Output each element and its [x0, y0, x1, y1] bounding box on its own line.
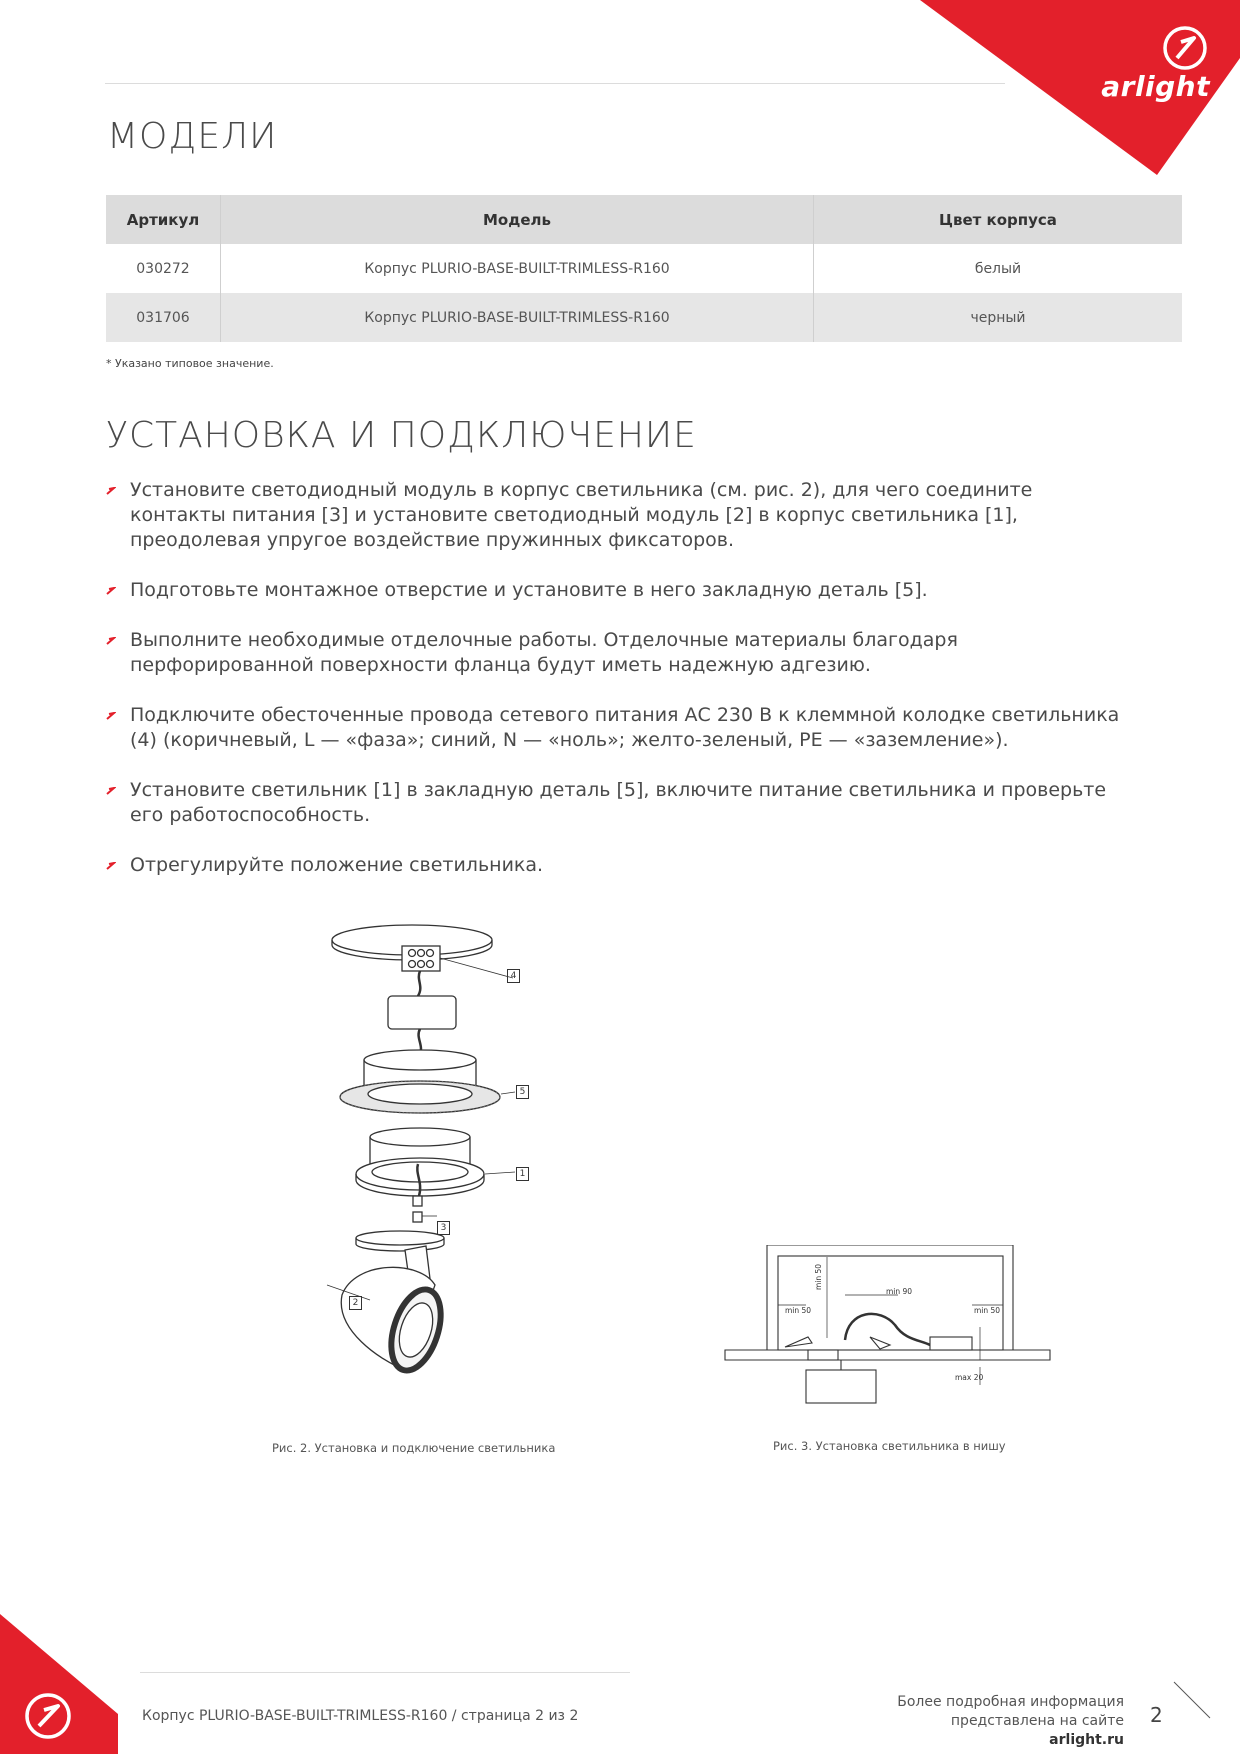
footer-info-line2: представлена на сайте [950, 1713, 1124, 1729]
table-footnote: * Указано типовое значение. [106, 357, 274, 370]
models-table [106, 195, 1182, 342]
callout-3: 3 [437, 1221, 450, 1235]
cell-color: черный [814, 293, 1183, 342]
list-item [106, 628, 1126, 678]
bullet-arrow-icon [106, 487, 116, 495]
step-text: Выполните необходимые отделочные работы. Отделочные материалы благодаря перфорированной поверхности фланца будут иметь надежную адгезию. [130, 629, 958, 676]
header-model: Модель [221, 195, 814, 244]
dim-min50-left: min 50 [785, 1306, 812, 1315]
dim-min90: min 90 [886, 1287, 913, 1296]
header-color: Цвет корпуса [814, 195, 1183, 244]
cell-model: Корпус PLURIO-BASE-BUILT-TRIMLESS-R160 [221, 293, 814, 342]
cell-article: 030272 [106, 244, 221, 293]
header-divider [105, 83, 1005, 84]
list-item [106, 578, 1126, 603]
bullet-arrow-icon [106, 637, 116, 645]
page-slash-decoration [1172, 1680, 1212, 1720]
step-text: Подготовьте монтажное отверстие и установите в него закладную деталь [5]. [130, 579, 928, 601]
bullet-arrow-icon [106, 712, 116, 720]
callout-4: 4 [507, 969, 520, 983]
header-article: Артикул [106, 195, 221, 244]
step-text: Подключите обесточенные провода сетевого питания АС 230 В к клеммной колодке светильника (4) (коричневый, L — «фаза»; синий, N — «ноль»; желто-зеленый, PE — «заземление»). [130, 704, 1120, 751]
callout-5: 5 [516, 1085, 529, 1099]
table-row [106, 244, 1182, 293]
fig2-caption: Рис. 2. Установка и подключение светильника [272, 1441, 556, 1455]
brand-corner [920, 0, 1240, 175]
dim-min50-vertical: min 50 [814, 1263, 823, 1290]
footer-info-line1: Более подробная информация [897, 1694, 1124, 1710]
footer-product-page: Корпус PLURIO-BASE-BUILT-TRIMLESS-R160 / страница 2 из 2 [142, 1708, 579, 1724]
callout-2: 2 [349, 1296, 362, 1310]
callout-1: 1 [516, 1167, 529, 1181]
brand-corner-bottom [0, 1614, 118, 1754]
list-item [106, 703, 1126, 753]
list-item [106, 778, 1126, 828]
bullet-arrow-icon [106, 787, 116, 795]
list-item [106, 853, 1126, 878]
step-text: Отрегулируйте положение светильника. [130, 854, 544, 876]
dim-min50-right: min 50 [974, 1306, 1001, 1315]
step-text: Установите светодиодный модуль в корпус светильника (см. рис. 2), для чего соедините контакты питания [3] и установите светодиодный модуль [2] в корпус светильника [1], преодолевая упругое воздействие пружинных фиксаторов. [130, 479, 1033, 551]
footer-site-link[interactable]: arlight.ru [1049, 1732, 1124, 1748]
fig3-niche-diagram [720, 1245, 1055, 1410]
table-header-row [106, 195, 1182, 244]
step-text: Установите светильник [1] в закладную деталь [5], включите питание светильника и проверьте его работоспособность. [130, 779, 1107, 826]
cell-article: 031706 [106, 293, 221, 342]
table-row [106, 293, 1182, 342]
page-number: 2 [1150, 1703, 1163, 1727]
bullet-arrow-icon [106, 587, 116, 595]
install-heading: УСТАНОВКА И ПОДКЛЮЧЕНИЕ [106, 415, 697, 456]
install-steps-list [106, 478, 1126, 903]
fig2-installation-diagram [320, 920, 560, 1410]
list-item [106, 478, 1126, 553]
cell-color: белый [974, 260, 1022, 277]
fig3-caption: Рис. 3. Установка светильника в нишу [773, 1439, 1006, 1453]
bullet-arrow-icon [106, 862, 116, 870]
cell-model: Корпус PLURIO-BASE-BUILT-TRIMLESS-R160 [221, 244, 814, 293]
models-heading: МОДЕЛИ [107, 116, 278, 157]
footer-more-info [880, 1693, 1124, 1750]
footer-divider [140, 1672, 630, 1673]
logo-wordmark[interactable]: arlight [1101, 70, 1210, 103]
dim-max20: max 20 [955, 1373, 984, 1382]
